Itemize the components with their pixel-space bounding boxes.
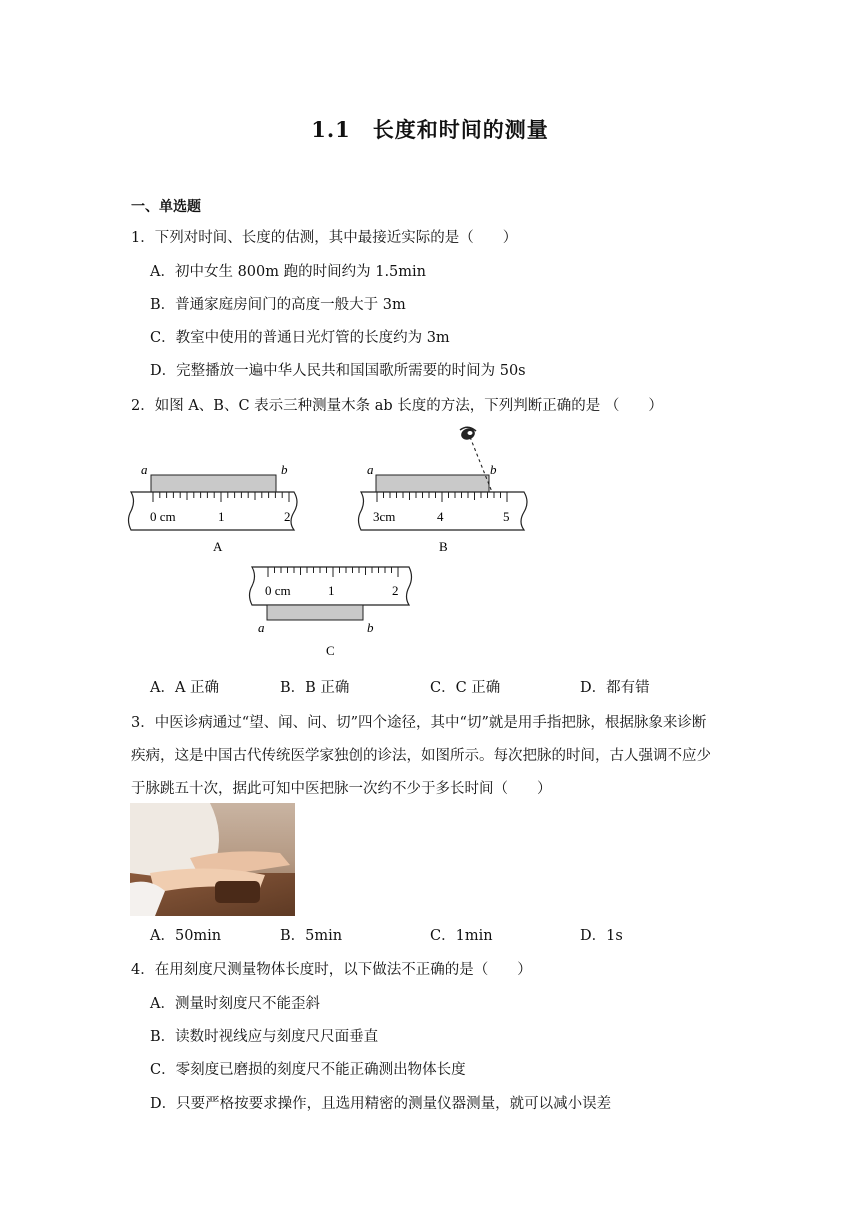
label-b-end: b: [281, 462, 288, 477]
question-1-option-d: D．完整播放一遍中华人民共和国国歌所需要的时间为 50s: [150, 363, 526, 379]
tick-label-1: 1: [328, 583, 335, 598]
figure-label: B: [439, 539, 448, 554]
wood-strip-a: [151, 475, 276, 492]
page-title: 1.1 长度和时间的测量: [311, 117, 549, 142]
tick-label-2: 5: [503, 509, 510, 524]
question-2-option-b: B．B 正确: [280, 680, 350, 696]
tick-label-0: 3cm: [373, 509, 396, 524]
label-b-end: b: [490, 462, 497, 477]
question-2-option-d: D．都有错: [580, 680, 650, 696]
question-1-stem: 1．下列对时间、长度的估测，其中最接近实际的是（ ）: [131, 230, 518, 246]
question-2-stem: 2．如图 A、B、C 表示三种测量木条 ab 长度的方法，下列判断正确的是 （ ）: [131, 398, 663, 414]
question-2-option-c: C．C 正确: [430, 680, 501, 696]
tick-label-2: 2: [392, 583, 399, 598]
ruler-figure-b: [359, 426, 528, 554]
question-4-option-c: C．零刻度已磨损的刻度尺不能正确测出物体长度: [150, 1062, 466, 1078]
question-4-option-a: A．测量时刻度尺不能歪斜: [150, 996, 320, 1012]
question-1-option-c: C．教室中使用的普通日光灯管的长度约为 3m: [150, 330, 450, 346]
label-a-end: a: [367, 462, 374, 477]
tick-label-1: 4: [437, 509, 444, 524]
question-3-option-b: B．5min: [280, 928, 343, 944]
question-3-line-3: 于脉跳五十次，据此可知中医把脉一次约不少于多长时间（ ）: [131, 781, 552, 797]
label-a-end: a: [141, 462, 148, 477]
ruler-figure-c: [250, 567, 412, 658]
pulse-diagnosis-photo: [130, 803, 295, 916]
figure-label: C: [326, 643, 335, 658]
ruler-figure-a: [129, 462, 298, 554]
tick-label-1: 1: [218, 509, 225, 524]
eye-icon: [460, 426, 477, 441]
label-a-end: a: [258, 620, 265, 635]
tick-label-0: 0 cm: [265, 583, 291, 598]
question-1-option-a: A．初中女生 800m 跑的时间约为 1.5min: [150, 264, 427, 280]
question-3-option-a: A．50min: [150, 928, 222, 944]
question-3-option-d: D．1s: [580, 928, 623, 944]
question-4-option-d: D．只要严格按要求操作，且选用精密的测量仪器测量，就可以减小误差: [150, 1096, 612, 1112]
question-4-option-b: B．读数时视线应与刻度尺尺面垂直: [150, 1029, 379, 1045]
wood-strip-c: [267, 605, 363, 620]
wood-strip-b: [376, 475, 489, 492]
label-b-end: b: [367, 620, 374, 635]
tick-label-2: 2: [284, 509, 291, 524]
section-heading: 一、单选题: [131, 199, 201, 215]
tick-label-0: 0 cm: [150, 509, 176, 524]
question-1-option-b: B．普通家庭房间门的高度一般大于 3m: [150, 297, 406, 313]
figure-label: A: [213, 539, 223, 554]
question-3-line-2: 疾病，这是中国古代传统医学家独创的诊法，如图所示。每次把脉的时间，古人强调不应少: [131, 748, 711, 764]
question-3-option-c: C．1min: [430, 928, 493, 944]
question-4-stem: 4．在用刻度尺测量物体长度时，以下做法不正确的是（ ）: [131, 962, 532, 978]
question-3-line-1: 3．中医诊病通过“望、闻、问、切”四个途径，其中“切”就是用手指把脉，根据脉象来诊断: [131, 715, 707, 731]
question-2-option-a: A．A 正确: [150, 680, 220, 696]
